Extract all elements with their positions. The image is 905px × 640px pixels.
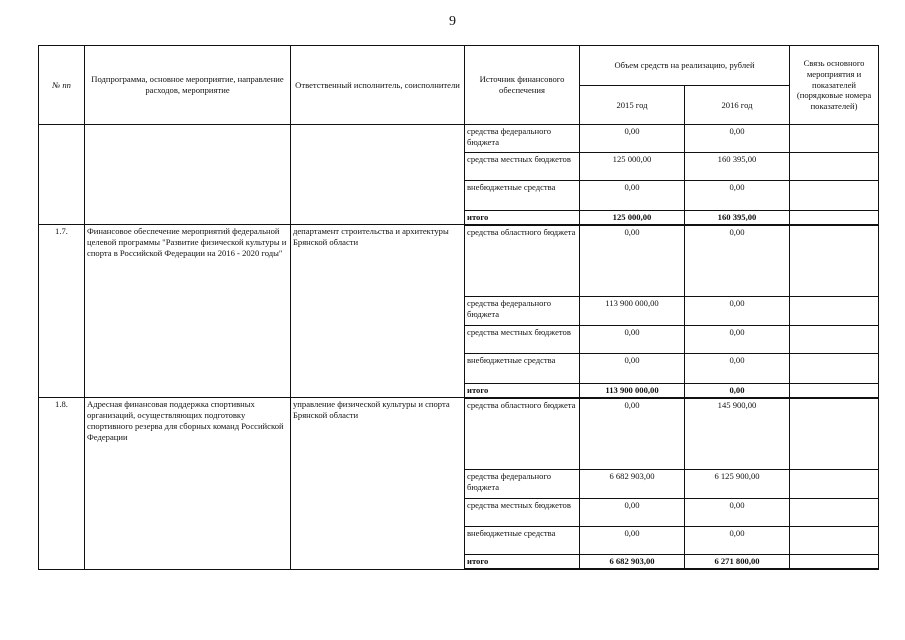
executor-cell: управление физической культуры и спорта Брянской области xyxy=(291,398,465,569)
source-cell: средства местных бюджетов xyxy=(465,499,580,527)
value-2016: 145 900,00 xyxy=(685,398,790,470)
value-2016: 0,00 xyxy=(685,181,790,211)
value-2015: 0,00 xyxy=(580,499,685,527)
header-year-2015: 2015 год xyxy=(580,86,685,125)
value-2015: 125 000,00 xyxy=(580,211,685,225)
table-row xyxy=(39,398,879,470)
value-2016: 160 395,00 xyxy=(685,211,790,225)
link-cell xyxy=(790,297,879,326)
value-2015: 0,00 xyxy=(580,125,685,153)
value-2016: 0,00 xyxy=(685,225,790,297)
value-2015: 0,00 xyxy=(580,354,685,384)
value-2015: 6 682 903,00 xyxy=(580,470,685,499)
value-2015: 0,00 xyxy=(580,326,685,354)
header-link: Связь основного мероприятия и показателей (порядковые номера показателей) xyxy=(790,46,879,125)
subprogram-cell xyxy=(85,125,291,225)
value-2015: 0,00 xyxy=(580,527,685,555)
source-cell: средства федерального бюджета xyxy=(465,125,580,153)
source-cell: итого xyxy=(465,555,580,569)
source-cell: средства местных бюджетов xyxy=(465,326,580,354)
financing-table xyxy=(38,45,879,570)
value-2015: 113 900 000,00 xyxy=(580,297,685,326)
value-2016: 0,00 xyxy=(685,125,790,153)
item-number: 1.8. xyxy=(39,398,85,569)
link-cell xyxy=(790,125,879,153)
value-2015: 125 000,00 xyxy=(580,153,685,181)
num-cell xyxy=(39,125,85,225)
link-cell xyxy=(790,211,879,225)
value-2015: 0,00 xyxy=(580,181,685,211)
link-cell xyxy=(790,181,879,211)
header-subprogram: Подпрограмма, основное мероприятие, направление расходов, мероприятие xyxy=(85,46,291,125)
link-cell xyxy=(790,354,879,384)
value-2016: 0,00 xyxy=(685,297,790,326)
value-2016: 0,00 xyxy=(685,527,790,555)
source-cell: средства областного бюджета xyxy=(465,398,580,470)
source-cell: средства федерального бюджета xyxy=(465,297,580,326)
item-number: 1.7. xyxy=(39,225,85,398)
subprogram-cell: Адресная финансовая поддержка спортивных организаций, осуществляющих подготовку спортивного резерва для сборных команд Российской Федерации xyxy=(85,398,291,569)
value-2016: 6 271 800,00 xyxy=(685,555,790,569)
value-2016: 0,00 xyxy=(685,384,790,398)
source-cell: итого xyxy=(465,211,580,225)
link-cell xyxy=(790,527,879,555)
value-2015: 113 900 000,00 xyxy=(580,384,685,398)
value-2015: 0,00 xyxy=(580,398,685,470)
header-source: Источник финансового обеспечения xyxy=(465,46,580,125)
header-num: № пп xyxy=(39,46,85,125)
page-number: 9 xyxy=(449,14,456,29)
source-cell: средства местных бюджетов xyxy=(465,153,580,181)
link-cell xyxy=(790,398,879,470)
source-cell: средства областного бюджета xyxy=(465,225,580,297)
source-cell: внебюджетные средства xyxy=(465,354,580,384)
link-cell xyxy=(790,384,879,398)
value-2015: 6 682 903,00 xyxy=(580,555,685,569)
value-2016: 160 395,00 xyxy=(685,153,790,181)
source-cell: внебюджетные средства xyxy=(465,527,580,555)
link-cell xyxy=(790,326,879,354)
link-cell xyxy=(790,470,879,499)
source-cell: средства федерального бюджета xyxy=(465,470,580,499)
value-2016: 0,00 xyxy=(685,354,790,384)
executor-cell: департамент строительства и архитектуры Брянской области xyxy=(291,225,465,398)
link-cell xyxy=(790,153,879,181)
link-cell xyxy=(790,499,879,527)
link-cell xyxy=(790,555,879,569)
subprogram-cell: Финансовое обеспечение мероприятий федеральной целевой программы "Развитие физической культуры и спорта в Российской Федерации на 2016 - 2020 годы" xyxy=(85,225,291,398)
value-2015: 0,00 xyxy=(580,225,685,297)
link-cell xyxy=(790,225,879,297)
header-executor: Ответственный исполнитель, соисполнители xyxy=(291,46,465,125)
source-cell: итого xyxy=(465,384,580,398)
table-row xyxy=(39,225,879,297)
header-volume: Объем средств на реализацию, рублей xyxy=(580,46,790,86)
executor-cell xyxy=(291,125,465,225)
value-2016: 0,00 xyxy=(685,499,790,527)
value-2016: 0,00 xyxy=(685,326,790,354)
header-year-2016: 2016 год xyxy=(685,86,790,125)
table-row xyxy=(39,125,879,153)
header-row-1 xyxy=(39,46,879,86)
value-2016: 6 125 900,00 xyxy=(685,470,790,499)
source-cell: внебюджетные средства xyxy=(465,181,580,211)
